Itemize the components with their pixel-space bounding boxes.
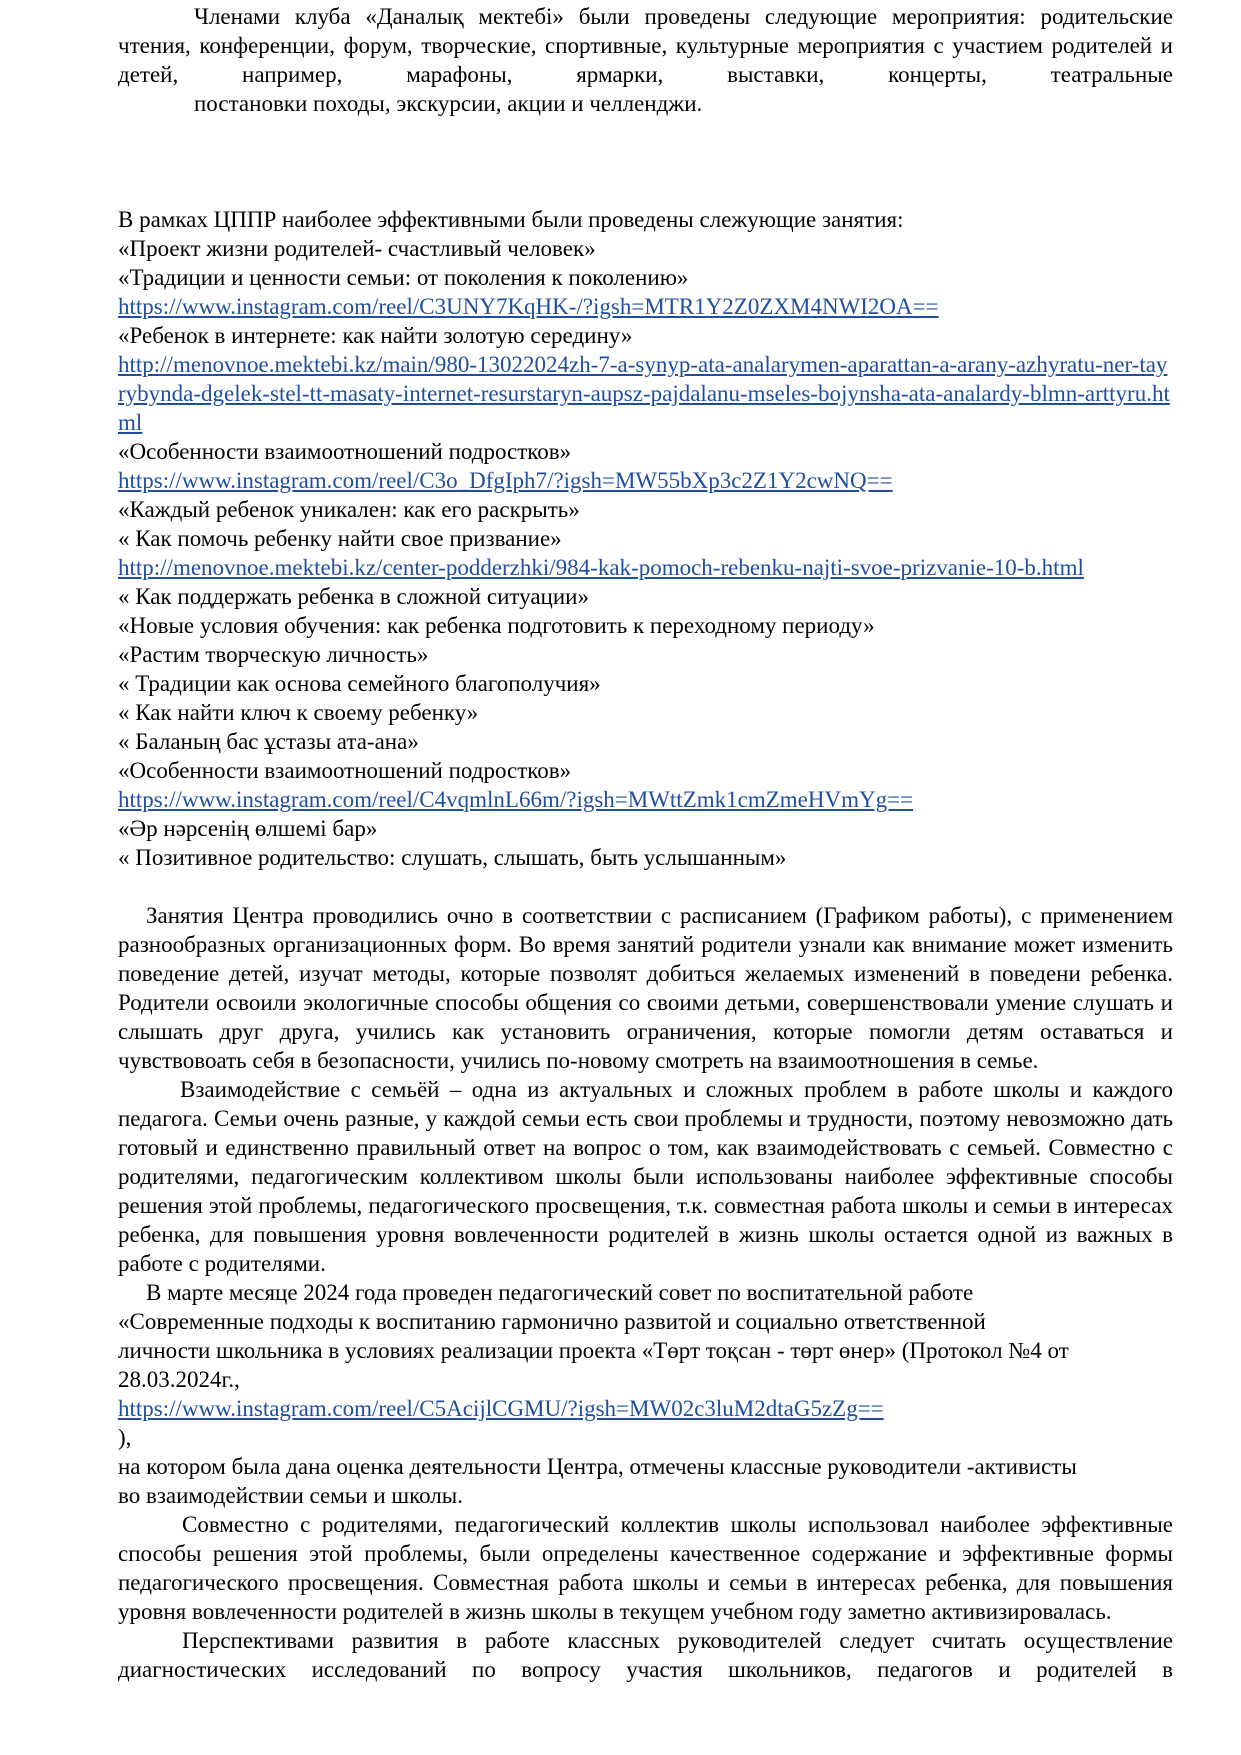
session-item: «Особенности взаимоотношений подростков» (118, 758, 572, 783)
session-item: «Особенности взаимоотношений подростков» (118, 439, 572, 464)
session-link[interactable]: https://www.instagram.com/reel/C3UNY7KqHK-/?igsh=MTR1Y2Z0ZXM4NWI2OA== (118, 294, 939, 319)
session-item: « Как найти ключ к своему ребенку» (118, 700, 479, 725)
document-page (118, 2, 1173, 1684)
intro-line-4: детей, например, марафоны, ярмарки, выставки, концерты, театральные (118, 62, 1173, 87)
session-item: « Как помочь ребенку найти свое призвание» (118, 526, 562, 551)
session-item: «Каждый ребенок уникален: как его раскрыть» (118, 497, 580, 522)
intro-line-5: постановки походы, экскурсии, акции и челленджи. (194, 91, 703, 116)
council-line-5: на котором была дана оценка деятельности Центра, отмечены классные руководители -активисты (118, 1454, 1077, 1479)
prospects-paragraph: Перспективами развития в работе классных руководителей следует считать осуществление диагностических исследований по вопросу участия школьников, педагогов и родителей в (118, 1628, 1173, 1682)
council-line-6: во взаимодействии семьи и школы. (118, 1483, 463, 1508)
session-item: «Әр нәрсенің өлшемі бар» (118, 816, 378, 841)
session-item: « Как поддержать ребенка в сложной ситуации» (118, 584, 589, 609)
intro-line-3: творческие, спортивные, культурные мероприятия с участием родителей и (421, 33, 1173, 58)
session-item: «Новые условия обучения: как ребенка подготовить к переходному периоду» (118, 613, 875, 638)
family-interaction-paragraph: Взаимодействие с семьёй – одна из актуальных и сложных проблем в работе школы и каждого педагога. Семьи очень разные, у каждой семьи есть свои проблемы и трудности, поэтому невозможно дать готовый и единственно правильный ответ на вопрос о том, как взаимодействовать с семьей. Совместно с родителями, педагогическим коллективом школы были использованы наиболее эффективные способы решения этой проблемы, педагогического просвещения, т.к. совместная работа школы и семьи в интересах ребенка, для повышения уровня вовлеченности родителей в жизнь школы остается одной из важных в работе с родителями. (118, 1077, 1173, 1276)
council-line-3: личности школьника в условиях реализации проекта «Төрт тоқсан - төрт өнер» (Протокол №4 от (118, 1338, 1069, 1363)
session-item: «Ребенок в интернете: как найти золотую середину» (118, 323, 633, 348)
session-item: « Позитивное родительство: слушать, слышать, быть услышанным» (118, 845, 787, 870)
council-close: ), (118, 1425, 132, 1450)
session-link[interactable]: http://menovnoe.mektebi.kz/main/980-13022024zh-7-a-synyp-ata-analarymen-aparattan-a-arany-azhyratu-ner-tayrybynda-dgelek-stel-tt-masaty-internet-resurstaryn-aupsz-pajdalanu-mseles-bojynsha-ata-analardy-blmn-arttyru.html (118, 352, 1170, 435)
session-item: « Баланың бас ұстазы ата-ана» (118, 729, 419, 754)
session-item: «Проект жизни родителей- счастливый человек» (118, 236, 596, 261)
center-activities-paragraph: Занятия Центра проводились очно в соответствии с расписанием (Графиком работы), с применением разнообразных организационных форм. Во время занятий родители узнали как внимание может изменить поведение детей, изучат методы, которые позволят добиться желаемых изменений в поведени ребенка. Родители освоили экологичные способы общения со своими детьми, совершенствовали умение слушать и слышать друг друга, учились как установить ограничения, которые помогли детям оставаться и чувствовоать себя в безопасности, учились по-новому смотреть на взаимоотношения в семье. (118, 903, 1173, 1073)
session-item: «Растим творческую личность» (118, 642, 429, 667)
intro-line-2: чтения, конференции, форум, (118, 33, 413, 58)
intro-line-1: Членами клуба «Даналық мектебі» были проведены следующие мероприятия: родительские (194, 4, 1173, 29)
session-link[interactable]: https://www.instagram.com/reel/C3o_DfgIph7/?igsh=MW55bXp3c2Z1Y2cwNQ== (118, 468, 893, 493)
council-line-2: «Современные подходы к воспитанию гармонично развитой и социально ответственной (118, 1309, 986, 1334)
intro-paragraph (118, 2, 1173, 118)
council-date: 28.03.2024г., (118, 1367, 240, 1392)
session-link[interactable]: https://www.instagram.com/reel/C4vqmlnL66m/?igsh=MWttZmk1cmZmeHVmYg== (118, 787, 914, 812)
sessions-list (118, 205, 1173, 872)
council-link[interactable]: https://www.instagram.com/reel/C5AcijlCGMU/?igsh=MW02c3luM2dtaG5zZg== (118, 1396, 884, 1421)
session-link[interactable]: http://menovnoe.mektebi.kz/center-podderzhki/984-kak-pomoch-rebenku-najti-svoe-prizvanie-10-b.html (118, 555, 1084, 580)
sessions-heading: В рамках ЦППР наиболее эффективными были проведены слежующие занятия: (118, 207, 904, 232)
joint-work-paragraph: Совместно с родителями, педагогический коллектив школы использовал наиболее эффективные способы решения этой проблемы, были определены качественное содержание и эффективные формы педагогического просвещения. Совместная работа школы и семьи в интересах ребенка, для повышения уровня вовлеченности родителей в жизнь школы в текущем учебном году заметно активизировалась. (118, 1512, 1173, 1624)
pedagogical-council-paragraph (118, 1278, 1173, 1510)
council-line-1: В марте месяце 2024 года проведен педагогический совет по воспитательной работе (146, 1280, 974, 1305)
session-item: « Традиции как основа семейного благополучия» (118, 671, 601, 696)
session-item: «Традиции и ценности семьи: от поколения к поколению» (118, 265, 689, 290)
